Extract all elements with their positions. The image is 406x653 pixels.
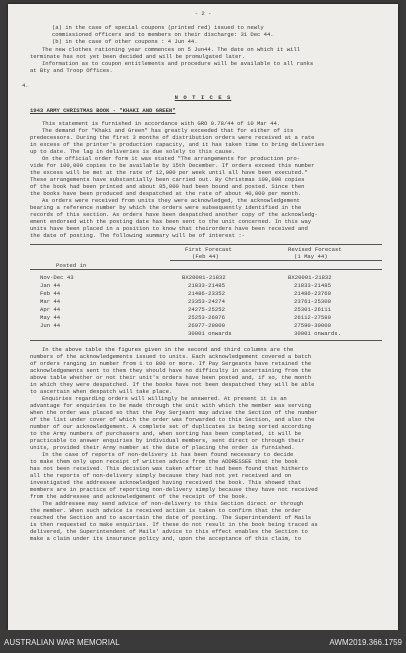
para2-line: delivered, the Superintendent of Mails' advice to this effect enables the Section to — [30, 528, 308, 535]
table-cell: 21486-23352 — [188, 290, 225, 297]
table-cell: 30001 onwards — [188, 330, 232, 337]
para1-line: ement endorsed with the posting date has been sent to the unit concerned. In this way — [30, 218, 312, 225]
table-rule-header — [30, 269, 382, 270]
intro-line: (b) in the case of other coupons : 4 Jun 44. — [52, 38, 198, 45]
table-cell: Mar 44 — [40, 298, 61, 305]
para2-line: to the Army numbers of purchasers and, when sorting has been completed, it will be — [30, 430, 302, 437]
para1-line: of the book had been printed and about 85,000 had been bound and posted. Since then — [30, 183, 305, 190]
para2-line: of the list under cover of which the order was forwarded to this Section, and also the — [30, 416, 315, 423]
table-cell: May 44 — [40, 314, 61, 321]
para2-line: to ascertain when despatch will take place. — [30, 388, 173, 395]
para1-line: On the official order form it was stated "The arrangements for production pro- — [42, 155, 300, 162]
table-cell: 21486-23760 — [294, 290, 331, 297]
para1-line: the excess will be met at the rate of 12,000 per week until all have been executed." — [30, 169, 308, 176]
table-cell: Feb 44 — [40, 290, 61, 297]
para2-line: Enquiries regarding orders will willingly be answered. At present it is an — [42, 395, 287, 402]
intro-line: The new clothes rationing year commences on 5 Jun44. The date on which it will — [42, 46, 300, 53]
para2-line: The addressee may send advice of non-delivery to this Section direct or through — [42, 500, 304, 507]
table-cell: Jan 44 — [40, 282, 61, 289]
table-header-revised-forecast: Revised Forecast — [288, 246, 342, 253]
table-cell: 25253-26976 — [188, 314, 225, 321]
para2-line: to make them only upon receipt of written advice from the ADDRESSEE that the book — [30, 458, 298, 465]
table-cell: BX20001-21832 — [288, 274, 332, 281]
para2-line: of orders ranging in number from 1 to 800 or more. If Pay Sergeants have retained the — [30, 360, 312, 367]
para2-line: when the order was placed so that the Pay Serjeant may advise the Section of the number — [30, 409, 318, 416]
para1-line: in excess of the printer's production capacity, and it has taken time to bring deliveries — [30, 141, 325, 148]
table-cell: 21833-21485 — [294, 282, 331, 289]
para2-line: in which they were despatched. If the books have not been despatched they will be able — [30, 381, 315, 388]
para1-line: up to date. The lag in deliveries is due solely to this cause. — [30, 148, 236, 155]
para2-line: In the case of reports of non-delivery it has been found necessary to decide — [42, 451, 294, 458]
table-cell: Apr 44 — [40, 306, 61, 313]
table-cell: 24275-25252 — [188, 306, 225, 313]
table-rule-mid — [170, 260, 382, 261]
para2-line: members are in practice of reporting non-delivery simply because they have not received — [30, 486, 318, 493]
document-page — [8, 4, 398, 630]
para2-line: number of our acknowledgement. A complete set of duplicates is being sorted according — [30, 423, 312, 430]
table-cell: 27590-30000 — [294, 322, 331, 329]
table-rule-bottom — [30, 340, 382, 341]
intro-line: at Bty and Troop Offices. — [30, 67, 113, 74]
para2-line: make a claim under its insurance policy and, upon the acceptance of this claim, to — [30, 535, 302, 542]
intro-line: commissioned officers and to members on their discharge: 31 Dec 44. — [52, 31, 274, 38]
page-number: - 2 - — [194, 10, 212, 17]
para1-line: the books have been produced and despatched at the rate of about 40,000 per month. — [30, 190, 302, 197]
section-number: 4. — [22, 82, 29, 89]
para1-line: records of this section. As orders have been despatched another copy of the acknowledg- — [30, 211, 318, 218]
para2-line: the member. When such advice is received action is taken to confirm that the order — [30, 507, 302, 514]
table-cell: 25301-26111 — [294, 306, 331, 313]
intro-line: Information as to coupon entitlements and procedure will be available to all ranks — [42, 60, 314, 67]
intro-line: (a) in the case of special coupons (printed red) issued to newly — [52, 24, 264, 31]
para1-line: vide for 100,000 copies to be available by 15th December. If orders exceed this number — [30, 162, 315, 169]
table-cell: 26112-27589 — [294, 314, 331, 321]
table-header-revised-date: (1 May 44) — [294, 253, 328, 260]
table-header-first-date: (Feb 44) — [192, 253, 219, 260]
para2-line: above table whether or not their unit's orders have been posted and, if so, the month — [30, 374, 312, 381]
para2-line: reached the Section and to ascertain the date of posting. The Superintendent of Mails — [30, 514, 312, 521]
para2-line: investigated the addressee acknowledged having received the book. This showed that — [30, 479, 302, 486]
footer-source: AUSTRALIAN WAR MEMORIAL — [4, 638, 120, 647]
para1-line: The demand for "Khaki and Green" has greatly exceeded that for either of its — [42, 127, 294, 134]
para2-line: has not been received. This decision was taken after it had been found that hitherto — [30, 465, 308, 472]
para2-line: practicable to answer enquiries by individual members, sent direct or through their — [30, 437, 305, 444]
footer-reference: AWM2019.366.1759 — [329, 638, 402, 647]
para2-line: advantage for enquiries to be made through the unit with which the member was serving — [30, 402, 312, 409]
para1-line: bearing a reference number by which the orders were subsequently identified in the — [30, 204, 302, 211]
table-cell: 30001 onwards. — [294, 330, 341, 337]
table-rule-top — [30, 244, 382, 245]
para2-line: all the reports of non-delivery simply because they had not yet received and on — [30, 472, 292, 479]
table-cell: Jun 44 — [40, 322, 61, 329]
para1-line: the date of posting. The following summary will be of interest :- — [30, 232, 245, 239]
table-cell: 23353-24274 — [188, 298, 225, 305]
table-header-first-forecast: First Forecast — [185, 246, 232, 253]
para1-line: units have been placed in a position to know that theirorders have been received and — [30, 225, 308, 232]
table-header-posted-in: Posted in — [56, 262, 87, 269]
para1-line: This statement is furnished in accordance with GRO 0.78/44 of 10 Mar 44. — [42, 120, 281, 127]
table-cell: BX20001-21832 — [182, 274, 226, 281]
table-cell: 21833-21485 — [188, 282, 225, 289]
para1-line: As orders were received from units they were acknowledged, the acknowledgement — [42, 197, 300, 204]
para2-line: units, provided their Army number at the date of placing the order is furnished. — [30, 444, 295, 451]
para2-line: acknowledgements sent to them they should have no difficulty in ascertaining from the — [30, 367, 312, 374]
para2-line: from the addressee and acknowledgement of the receipt of the book. — [30, 493, 249, 500]
intro-line: terminate has not yet been decided and will be promulgated later. — [30, 53, 245, 60]
table-cell: 26977-29000 — [188, 322, 225, 329]
para2-line: is then requested to make enquiries. If these do not result in the book being traced as — [30, 521, 318, 528]
para1-line: predecessors. During the first 3 months of distribution orders were received at a rate — [30, 134, 315, 141]
table-cell: 23761-25300 — [294, 298, 331, 305]
archive-footer — [0, 630, 406, 653]
book-heading: 1943 ARMY CHRISTMAS BOOK - "KHAKI AND GREEN" — [30, 107, 176, 114]
para1-line: These arrangements have substantially been carried out. By Christmas 100,000 copies — [30, 176, 305, 183]
notices-heading: N O T I C E S — [174, 94, 232, 101]
para2-line: numbers of the acknowledgements issued to units. Each acknowledgement covered a batch — [30, 353, 312, 360]
para2-line: In the above table the figures given in the second and third columns are the — [42, 346, 294, 353]
table-cell: Nov-Dec 43 — [40, 274, 74, 281]
